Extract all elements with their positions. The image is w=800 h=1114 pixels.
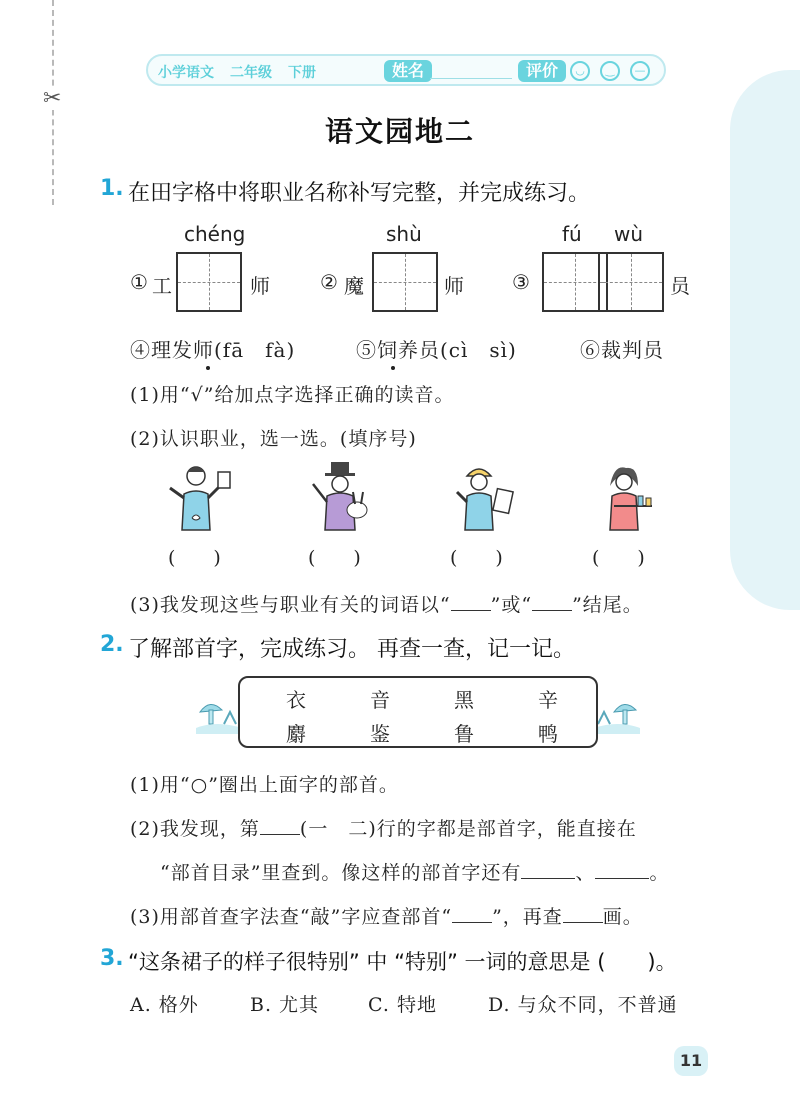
q2-number: 2.: [100, 632, 124, 657]
q3-option-a[interactable]: A. 格外: [130, 994, 199, 1016]
item1-marker: ①: [130, 270, 149, 294]
q2-sub2-line2: [160, 858, 669, 885]
item3-marker: ③: [512, 270, 531, 294]
pinyin-fu: fú: [562, 222, 582, 246]
blank-field[interactable]: [260, 834, 300, 835]
radical-char[interactable]: 鸭: [538, 722, 558, 746]
q1-number: 1.: [100, 176, 124, 201]
item5-keeper: ⑤饲养员(cì sì): [356, 338, 517, 362]
radical-char[interactable]: 麝: [286, 722, 306, 746]
q2-sub2-line1: [130, 814, 637, 841]
q3-option-c[interactable]: C. 特地: [368, 994, 437, 1016]
radical-character-box: [238, 676, 598, 748]
emphasis-dot: [391, 366, 395, 370]
q2-sub1: (1)用“○”圈出上面字的部首。: [130, 774, 399, 796]
q2-sub2-part-c: “部首目录”里查到。像这样的部首字还有: [160, 862, 522, 884]
blank-field[interactable]: [595, 878, 649, 879]
q1-sub3-part-c: ”结尾。: [572, 594, 643, 616]
q1-sub3-part-b: ”或“: [490, 594, 533, 616]
item1-prefix: 工: [152, 274, 173, 298]
item1-suffix: 师: [250, 274, 271, 298]
q2-sub3-part-c: 画。: [602, 906, 643, 928]
emphasis-dot: [206, 366, 210, 370]
radical-char[interactable]: 鲁: [454, 722, 474, 746]
q3-option-b[interactable]: B. 尤其: [250, 994, 320, 1016]
item6-referee: ⑥裁判员: [580, 338, 664, 362]
term-label: 下册: [288, 65, 316, 81]
mushroom-decoration-icon: [594, 694, 640, 734]
answer-paren-4[interactable]: ( ): [592, 547, 645, 569]
q2-sub3: [130, 902, 643, 929]
subject-label: 小学语文: [158, 65, 214, 81]
q1-sub3-part-a: (3)我发现这些与职业有关的词语以“: [130, 594, 451, 616]
q2-sub3-part-a: (3)用部首查字法查“敲”字应查部首“: [130, 906, 453, 928]
name-field[interactable]: [430, 78, 512, 79]
item3-suffix: 员: [670, 274, 691, 298]
name-label: 姓名: [384, 60, 432, 82]
q2-sub2-part-e: 。: [649, 862, 670, 884]
item4-barber: ④理发师(fā fà): [130, 338, 296, 362]
pinyin-wu: wù: [614, 222, 644, 246]
q1-sub3: [130, 590, 643, 617]
neutral-face-icon[interactable]: ‿: [600, 61, 620, 81]
blank-field[interactable]: [563, 922, 603, 923]
radical-char[interactable]: 鉴: [370, 722, 390, 746]
answer-paren-3[interactable]: ( ): [450, 547, 503, 569]
q3-option-d[interactable]: D. 与众不同，不普通: [488, 994, 678, 1016]
radical-char[interactable]: 音: [370, 688, 390, 712]
magician-figure: [305, 462, 375, 532]
blank-field[interactable]: [532, 610, 572, 611]
pinyin-shu: shù: [386, 222, 422, 246]
page-title: 语文园地二: [324, 115, 475, 148]
tian-box-1[interactable]: [176, 252, 242, 312]
scissors-icon: ✂: [43, 86, 62, 111]
q1-text: 在田字格中将职业名称补写完整，并完成练习。: [128, 181, 591, 206]
item2-suffix: 师: [444, 274, 465, 298]
q2-sub2-part-b: (一 二)行的字都是部首字，能直接在: [299, 818, 637, 840]
tian-box-2[interactable]: [372, 252, 438, 312]
radical-char[interactable]: 黑: [454, 688, 474, 712]
radical-char[interactable]: 衣: [286, 688, 306, 712]
blank-field[interactable]: [521, 878, 575, 879]
q1-sub2: (2)认识职业，选一选。(填序号): [130, 428, 417, 450]
q2-text: 了解部首字，完成练习。 再查一查，记一记。: [128, 637, 575, 662]
q3-text: “这条裙子的样子很特别” 中 “特别” 一词的意思是 ( )。: [128, 950, 677, 974]
radical-char[interactable]: 辛: [538, 688, 558, 712]
blank-field[interactable]: [451, 610, 491, 611]
page-number: 11: [674, 1046, 708, 1076]
teacher-figure: [160, 462, 240, 532]
engineer-figure: [445, 462, 525, 532]
blank-field[interactable]: [452, 922, 492, 923]
q2-sub3-part-b: ”，再查: [492, 906, 563, 928]
q3-number: 3.: [100, 946, 124, 971]
page-edge-decoration: [730, 70, 800, 610]
answer-paren-2[interactable]: ( ): [308, 547, 361, 569]
plain-face-icon[interactable]: —: [630, 61, 650, 81]
q2-sub2-part-a: (2)我发现，第: [130, 818, 260, 840]
q1-sub1: (1)用“√”给加点字选择正确的读音。: [130, 384, 455, 406]
header-bar: [146, 54, 666, 86]
mushroom-decoration-icon: [196, 694, 242, 734]
q2-sub2-part-d: 、: [575, 862, 596, 884]
pinyin-cheng: chéng: [184, 222, 246, 246]
item2-marker: ②: [320, 270, 339, 294]
waiter-figure: [590, 462, 670, 532]
tian-box-3b[interactable]: [598, 252, 664, 312]
grade-label: 二年级: [230, 65, 272, 81]
smile-face-icon[interactable]: ◡: [570, 61, 590, 81]
item2-prefix: 魔: [344, 274, 365, 298]
eval-label: 评价: [518, 60, 566, 82]
answer-paren-1[interactable]: ( ): [168, 547, 221, 569]
